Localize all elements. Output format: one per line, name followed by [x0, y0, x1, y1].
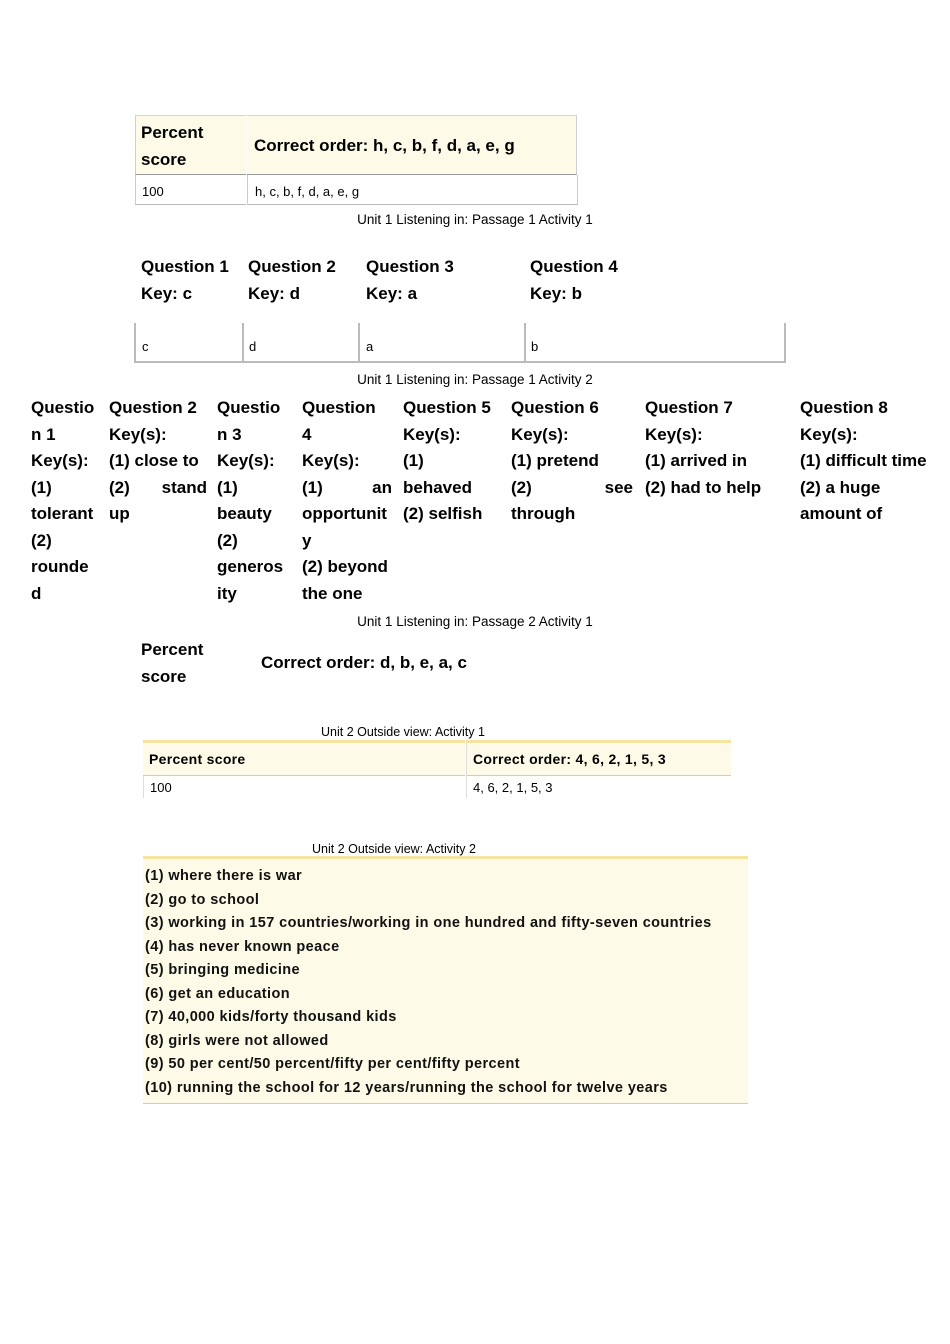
key-line: (2): [217, 530, 238, 550]
key-line: Question: [302, 398, 376, 417]
caption-unit2-activity2: Unit 2 Outside view: Activity 2: [312, 842, 476, 856]
key-line: (2) beyond: [302, 557, 388, 576]
header-line: Percent: [141, 640, 204, 659]
q2-header: [248, 254, 336, 307]
header-line: Key: b: [530, 283, 582, 303]
key-line: (1): [31, 477, 52, 497]
key-line: n 3: [217, 424, 242, 444]
q2-answer-cell: [242, 323, 358, 363]
key-line: opportunit: [302, 504, 387, 523]
key-line: Key(s):: [217, 451, 275, 470]
key-line: y: [302, 530, 312, 550]
key-line: (2): [31, 530, 52, 550]
q4-answer-cell: [524, 323, 786, 363]
key-word: stand: [161, 477, 207, 497]
list-item: (2) go to school: [145, 891, 260, 908]
key-line: amount of: [800, 504, 883, 523]
caption-passage1-activity2: Unit 1 Listening in: Passage 1 Activity 2: [357, 372, 593, 387]
p2-correct-order-header: Correct order: d, b, e, a, c: [261, 653, 467, 672]
cell-order-text: h, c, b, f, d, a, e, g: [255, 184, 360, 199]
key-line: n 1: [31, 424, 56, 444]
cell-order: [466, 776, 731, 798]
caption-passage2-activity1: Unit 1 Listening in: Passage 2 Activity 1: [357, 614, 593, 629]
q4-header: [530, 254, 618, 307]
key-line: beauty: [217, 504, 272, 523]
key-line: (1) difficult time: [800, 451, 927, 470]
list-item: (6) get an education: [145, 985, 290, 1002]
key-line: Key(s):: [109, 424, 167, 444]
key-line: (1) arrived in: [645, 451, 748, 470]
grid-question-6: [511, 395, 633, 528]
header-correct-order-text: Correct order: 4, 6, 2, 1, 5, 3: [473, 751, 666, 767]
key-line: generos: [217, 557, 284, 576]
list-item: (9) 50 per cent/50 percent/fifty per cent/fifty percent: [145, 1056, 520, 1072]
header-line: Key: d: [248, 283, 300, 303]
header-line: Question 1: [141, 257, 229, 276]
key-line: Questio: [217, 398, 281, 417]
header-line: score: [141, 666, 187, 686]
header-correct-order: [466, 740, 731, 776]
key-line-justified: [302, 475, 392, 502]
key-line: Key(s):: [511, 424, 569, 444]
list-item: (10) running the school for 12 years/running the school for twelve years: [145, 1079, 668, 1096]
list-item: (1) where there is war: [145, 868, 303, 884]
cell-score-text: 100: [150, 780, 172, 795]
list-item: (3) working in 157 countries/working in one hundred and fifty-seven countries: [145, 915, 712, 931]
header-line: Question 4: [530, 257, 618, 276]
header-percent-score-text: Percent score: [149, 751, 246, 767]
key-line: Key(s):: [403, 424, 461, 444]
header-correct-order: [247, 115, 577, 175]
key-line: tolerant: [31, 504, 94, 523]
cell-score: [143, 776, 466, 798]
grid-question-2: [109, 395, 207, 528]
header-line: Question 3: [366, 257, 454, 276]
key-line: 4: [302, 424, 312, 444]
cell-score: [135, 175, 246, 205]
header-line: score: [141, 149, 187, 169]
key-line: Key(s):: [800, 424, 858, 444]
q3-answer-cell: [358, 323, 524, 363]
header-percent-score: [135, 115, 246, 175]
grid-question-3: [217, 395, 289, 607]
key-line: Question 7: [645, 398, 733, 417]
answer-table-passage1-activity1: [135, 115, 576, 206]
header-line: Percent: [141, 123, 204, 142]
key-word: (2): [511, 477, 532, 497]
q4-answer: b: [531, 339, 539, 354]
key-line: behaved: [403, 477, 472, 497]
cell-order-text: 4, 6, 2, 1, 5, 3: [473, 780, 553, 795]
q3-header: [366, 254, 454, 307]
key-line: (2) had to help: [645, 477, 762, 497]
header-line: Key: a: [366, 283, 418, 303]
grid-question-8: [800, 395, 945, 528]
list-item: (4) has never known peace: [145, 938, 340, 955]
key-line: up: [109, 504, 130, 523]
key-word: see: [604, 477, 633, 497]
answer-list-unit2-activity2: [143, 856, 748, 1104]
q2-answer: d: [249, 339, 257, 354]
key-line: Key(s):: [31, 451, 89, 470]
key-line: d: [31, 583, 42, 603]
key-line: ity: [217, 583, 237, 603]
key-word: (2): [109, 477, 130, 497]
key-line-justified: [109, 475, 207, 502]
grid-question-1: [31, 395, 101, 607]
key-line: (1): [217, 477, 238, 497]
key-line: through: [511, 504, 576, 523]
key-line: rounde: [31, 557, 89, 576]
p2-percent-score-header: [141, 637, 203, 690]
list-item: (8) girls were not allowed: [145, 1032, 329, 1049]
key-line: (1) close to: [109, 451, 199, 470]
caption-unit2-activity1: Unit 2 Outside view: Activity 1: [321, 725, 485, 739]
list-item: (5) bringing medicine: [145, 962, 301, 978]
q1-answer-cell: [134, 323, 242, 363]
grid-question-7: [645, 395, 790, 501]
caption-passage1-activity1: Unit 1 Listening in: Passage 1 Activity 1: [357, 212, 593, 227]
cell-order: [247, 175, 578, 205]
key-word: (1): [302, 477, 323, 497]
key-line: Key(s):: [302, 451, 360, 470]
key-line: the one: [302, 583, 363, 603]
header-line: Key: c: [141, 283, 193, 303]
key-line: (1): [403, 451, 424, 470]
key-line: (1) pretend: [511, 451, 599, 470]
key-line: Questio: [31, 398, 95, 417]
key-word: an: [372, 477, 392, 497]
key-line: Question 5: [403, 398, 491, 417]
header-line: Question 2: [248, 257, 336, 276]
q1-answer: c: [142, 339, 149, 354]
key-line: Question 6: [511, 398, 599, 417]
grid-question-5: [403, 395, 503, 528]
header-correct-order-text: Correct order: h, c, b, f, d, a, e, g: [254, 136, 515, 155]
answer-table-unit2-activity1: [143, 740, 730, 800]
grid-question-4: [302, 395, 392, 607]
key-line: Question 8: [800, 398, 888, 417]
answer-list: [145, 865, 712, 1100]
key-line-justified: [511, 475, 633, 502]
key-line: Key(s):: [645, 424, 703, 444]
key-line: (2) selfish: [403, 504, 483, 523]
cell-score-text: 100: [142, 184, 164, 199]
q3-answer: a: [366, 339, 374, 354]
q1-header: [141, 254, 229, 307]
key-line: Question 2: [109, 398, 197, 417]
list-item: (7) 40,000 kids/forty thousand kids: [145, 1009, 397, 1025]
header-percent-score: [143, 740, 465, 776]
key-line: (2) a huge: [800, 477, 881, 497]
